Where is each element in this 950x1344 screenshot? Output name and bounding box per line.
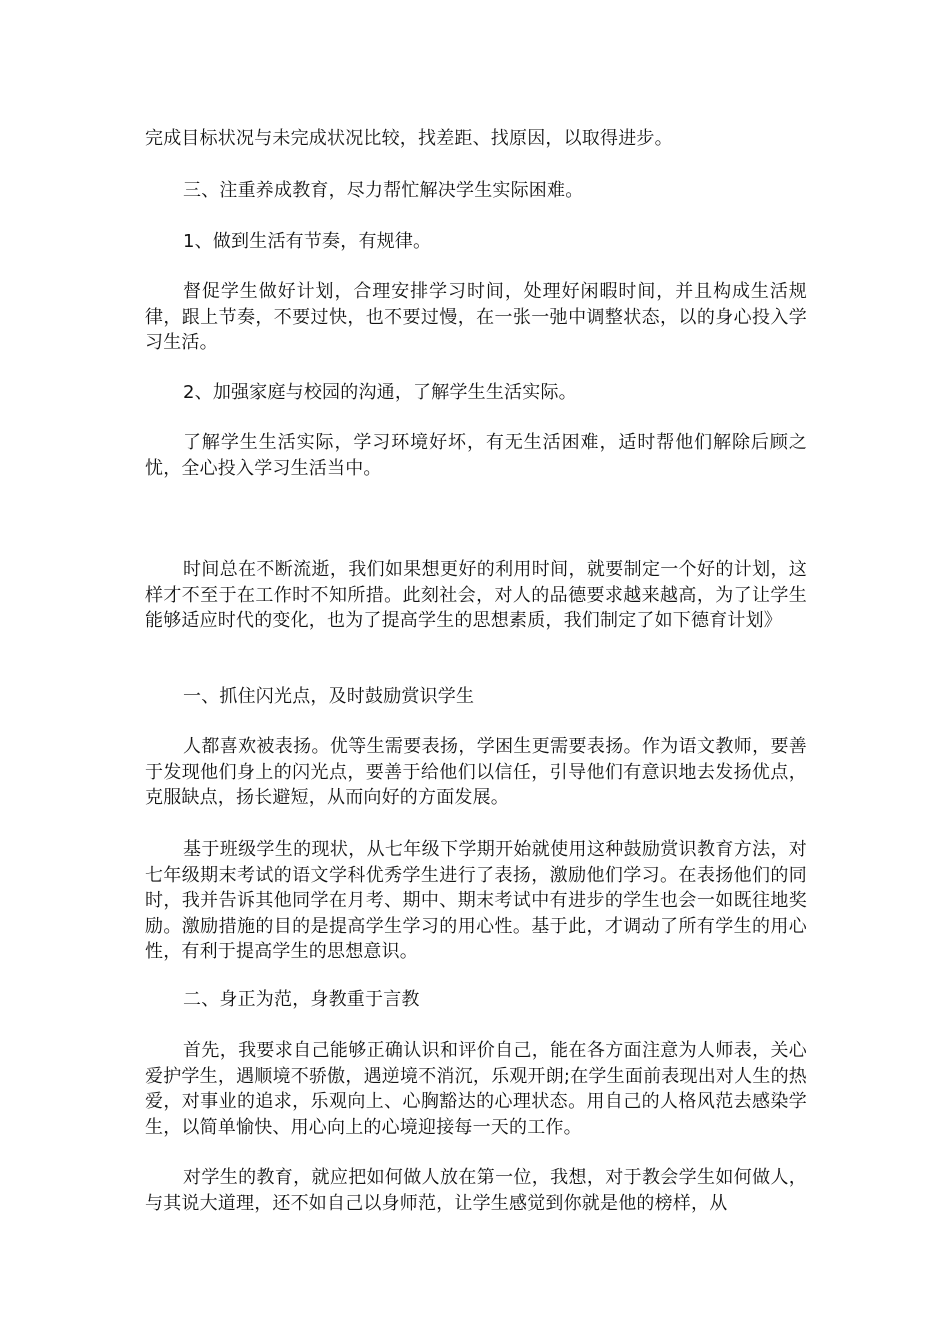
heading-section-1: 一、抓住闪光点，及时鼓励赏识学生 — [183, 686, 475, 707]
heading-section-2: 二、身正为范，身教重于言教 — [183, 989, 420, 1010]
paragraph-3: 了解学生生活实际，学习环境好坏，有无生活困难，适时帮他们解除后顾之忧，全心投入学习生活当中。 — [145, 432, 807, 479]
heading-section-3: 三、注重养成教育，尽力帮忙解决学生实际困难。 — [183, 180, 584, 201]
paragraph-2: 督促学生做好计划，合理安排学习时间，处理好闲暇时间，并且构成生活规律，跟上节奏，不要过快，也不要过慢，在一张一弛中调整状态，以的身心投入学习生活。 — [145, 281, 807, 353]
paragraph-8: 对学生的教育，就应把如何做人放在第一位，我想，对于教会学生如何做人，与其说大道理，还不如自己以身师范，让学生感觉到你就是他的榜样，从 — [145, 1167, 807, 1214]
paragraph-6: 基于班级学生的现状，从七年级下学期开始就使用这种鼓励赏识教育方法，对七年级期末考试的语文学科优秀学生进行了表扬，激励他们学习。在表扬他们的同时，我并告诉其他同学在月考、期中、期末考试中有进步的学生也会一如既往地奖励。激励措施的目的是提高学生学习的用心性。基于此，才调动了所有学生的用心性，有利于提高学生的思想意识。 — [145, 839, 807, 962]
paragraph-7: 首先，我要求自己能够正确认识和评价自己，能在各方面注意为人师表，关心爱护学生，遇顺境不骄傲，遇逆境不消沉，乐观开朗;在学生面前表现出对人生的热爱，对事业的追求，乐观向上、心胸豁达的心理状态。用自己的人格风范去感染学生，以简单愉快、用心向上的心境迎接每一天的工作。 — [145, 1040, 807, 1138]
paragraph-1: 完成目标状况与未完成状况比较，找差距、找原因，以取得进步。 — [145, 128, 673, 149]
paragraph-5: 人都喜欢被表扬。优等生需要表扬，学困生更需要表扬。作为语文教师，要善于发现他们身上的闪光点，要善于给他们以信任，引导他们有意识地去发扬优点，克服缺点，扬长避短，从而向好的方面发展。 — [145, 736, 807, 808]
subheading-1: 1、做到生活有节奏，有规律。 — [183, 231, 432, 252]
paragraph-4: 时间总在不断流逝，我们如果想更好的利用时间，就要制定一个好的计划，这样才不至于在工作时不知所措。此刻社会，对人的品德要求越来越高，为了让学生能够适应时代的变化，也为了提高学生的思想素质，我们制定了如下德育计划》 — [145, 559, 807, 631]
subheading-2: 2、加强家庭与校园的沟通，了解学生生活实际。 — [183, 382, 577, 403]
